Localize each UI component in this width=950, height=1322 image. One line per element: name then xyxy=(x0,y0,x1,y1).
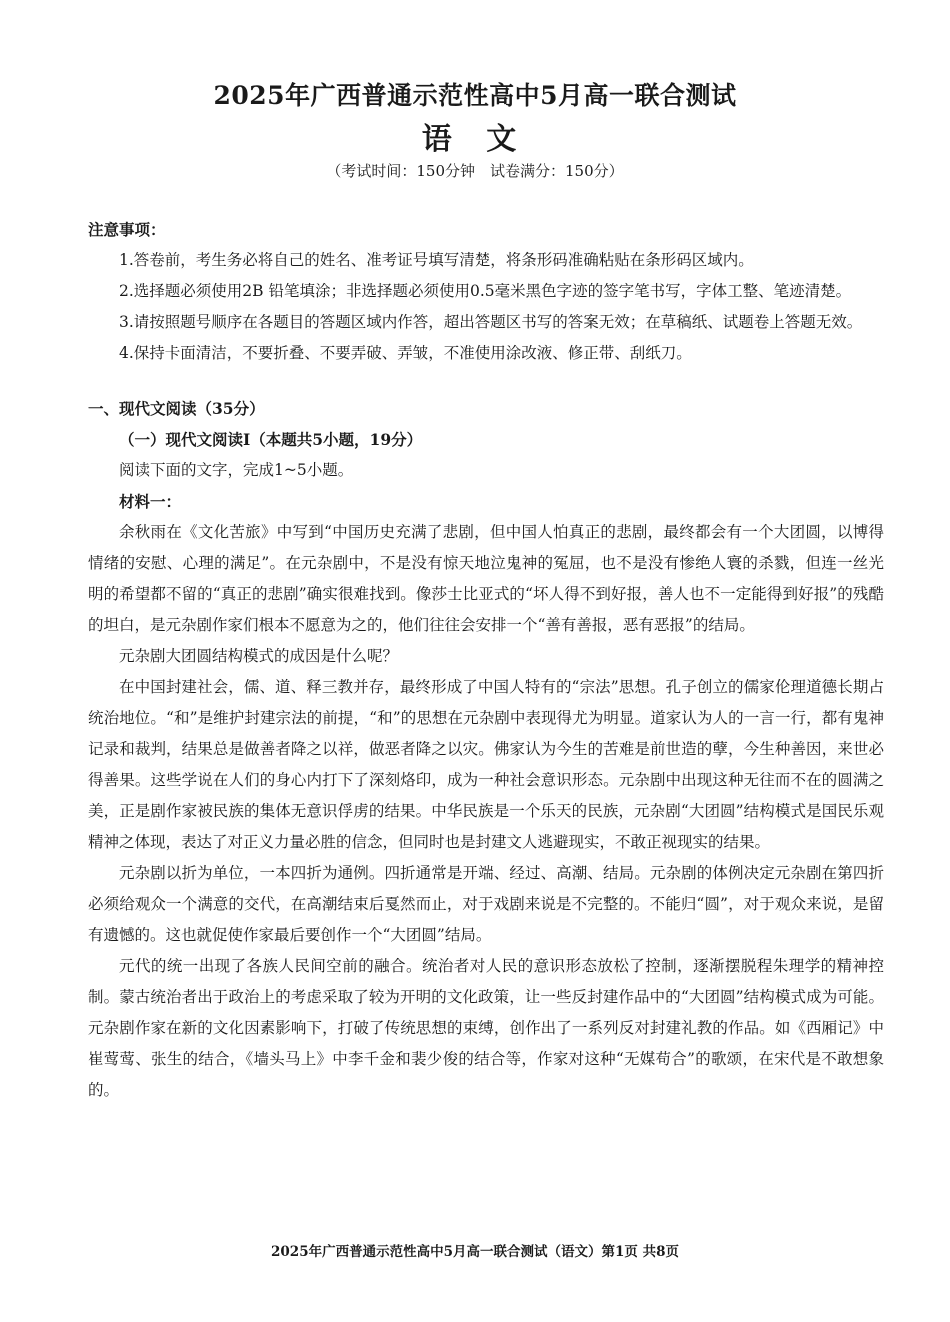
exam-title: 2025年广西普通示范性高中5月高一联合测试 xyxy=(213,81,737,110)
notice-item: 2.选择题必须使用2B 铅笔填涂；非选择题必须使用0.5毫米黑色字迹的签字笔书写，字体工整、笔迹清楚。 xyxy=(119,282,852,300)
material-paragraph: 在中国封建社会，儒、道、释三教并存，最终形成了中国人特有的“宗法”思想。孔子创立的儒家伦理道德长期占统治地位。“和”是维护封建宗法的前提，“和”的思想在元杂剧中表现得尤为明显。道家认为人的一言一行，都有鬼神记录和裁判，结果总是做善者降之以祥，做恶者降之以灾。佛家认为今生的苦难是前世造的孽，今生种善因，来世必得善果。这些学说在人们的身心内打下了深刻烙印，成为一种社会意识形态。元杂剧中出现这种无往而不在的圆满之美，正是剧作家被民族的集体无意识俘虏的结果。中华民族是一个乐天的民族，元杂剧“大团圆”结构模式是国民乐观精神之体现，表达了对正义力量必胜的信念，但同时也是封建文人逃避现实，不敢正视现实的结果。 xyxy=(88,678,884,851)
notice-item: 4.保持卡面清洁，不要折叠、不要弄破、弄皱，不准使用涂改液、修正带、刮纸刀。 xyxy=(119,344,692,362)
sub-section-heading: （一）现代文阅读Ⅰ（本题共5小题，19分） xyxy=(119,430,423,449)
material-paragraph: 元杂剧大团圆结构模式的成因是什么呢？ xyxy=(119,647,399,665)
reading-instruction: 阅读下面的文字，完成1~5小题。 xyxy=(119,461,354,479)
material-paragraph: 元杂剧以折为单位，一本四折为通例。四折通常是开端、经过、高潮、结局。元杂剧的体例决定元杂剧在第四折必须给观众一个满意的交代，在高潮结束后戛然而止，对于戏剧来说是不完整的。不能归“圆”，对于观众来说，是留有遗憾的。这也就促使作家最后要创作一个“大团圆”结局。 xyxy=(88,864,884,944)
material-paragraph: 余秋雨在《文化苦旅》中写到“中国历史充满了悲剧，但中国人怕真正的悲剧，最终都会有一个大团圆，以博得情绪的安慰、心理的满足”。在元杂剧中，不是没有惊天地泣鬼神的冤屈，也不是没有惨绝人寰的杀戮，但连一丝光明的希望都不留的“真正的悲剧”确实很难找到。像莎士比亚式的“坏人得不到好报，善人也不一定能得到好报”的残酷的坦白，是元杂剧作家们根本不愿意为之的，他们往往会安排一个“善有善报，恶有恶报”的结局。 xyxy=(88,523,884,634)
material-label: 材料一： xyxy=(119,492,182,511)
notice-heading: 注意事项： xyxy=(88,220,166,239)
material-paragraph: 元代的统一出现了各族人民间空前的融合。统治者对人民的意识形态放松了控制，逐渐摆脱程朱理学的精神控制。蒙古统治者出于政治上的考虑采取了较为开明的文化政策，让一些反封建作品中的“大团圆”结构模式成为可能。元杂剧作家在新的文化因素影响下，打破了传统思想的束缚，创作出了一系列反对封建礼教的作品。如《西厢记》中崔莺莺、张生的结合，《墙头马上》中李千金和裴少俊的结合等，作家对这种“无媒苟合”的歌颂，在宋代是不敢想象的。 xyxy=(88,957,884,1099)
notice-item: 1.答卷前，考生务必将自己的姓名、准考证号填写清楚，将条形码准确粘贴在条形码区域内。 xyxy=(119,251,754,269)
section-spacer xyxy=(88,369,884,393)
subject-title: 语 文 xyxy=(421,122,529,157)
notice-item: 3.请按照题号顺序在各题目的答题区域内作答，超出答题区书写的答案无效；在草稿纸、试题卷上答题无效。 xyxy=(119,313,863,331)
exam-content xyxy=(88,214,884,1106)
page-footer: 2025年广西普通示范性高中5月高一联合测试（语文）第1页 共8页 xyxy=(271,1244,679,1260)
exam-info: （考试时间：150分钟 试卷满分：150分） xyxy=(326,162,624,180)
section-heading: 一、现代文阅读（35分） xyxy=(88,399,265,418)
